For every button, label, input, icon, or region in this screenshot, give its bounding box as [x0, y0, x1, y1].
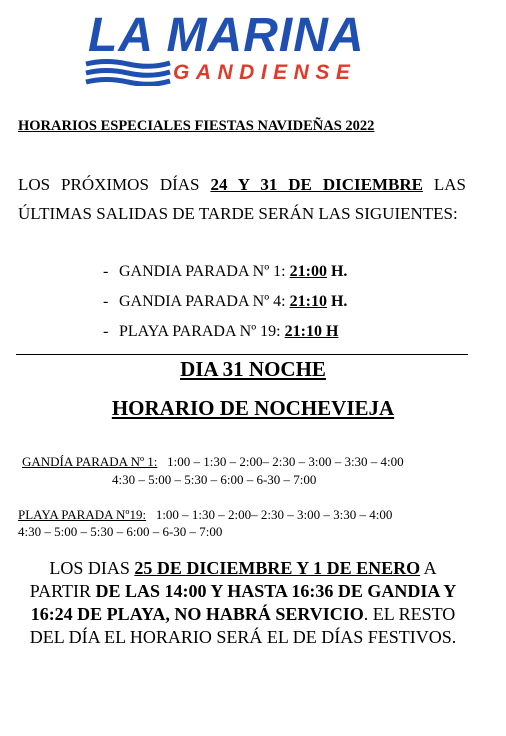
logo-subtitle: GANDIENSE [173, 61, 357, 84]
notice-dates: 25 DE DICIEMBRE Y 1 DE ENERO [134, 558, 421, 578]
list-item [103, 261, 347, 291]
stop-suffix: H. [326, 293, 348, 310]
stop-time: 21:10 H [284, 323, 339, 340]
list-item [103, 291, 347, 321]
bullet: - [103, 293, 109, 310]
schedule-gandia [22, 452, 404, 472]
stop-time: 21:00 [289, 263, 327, 280]
night-heading: DIA 31 NOCHE [180, 357, 326, 381]
notice-no-service: DE LAS 14:00 Y HASTA 16:36 DE GANDIA Y 16:24 DE PLAYA, NO HABRÁ SERVICIO [30, 581, 457, 624]
schedule-times: 4:30 – 5:00 – 5:30 – 6:00 – 6-30 – 7:00 [18, 524, 223, 539]
stop-label: GANDIA PARADA Nº 4: [119, 293, 290, 310]
stop-time: 21:10 [289, 293, 327, 310]
stop-suffix: H. [326, 263, 348, 280]
schedule-times: 1:00 – 1:30 – 2:00– 2:30 – 3:00 – 3:30 – 4:00 [155, 507, 393, 522]
intro-dates: 24 Y 31 DE DICIEMBRE [210, 175, 423, 194]
schedule-gandia-cont [112, 470, 316, 490]
intro-text-end: LAS ÚLTIMAS SALIDAS DE TARDE SERÁN LAS SIGUIENTES: [18, 175, 467, 223]
bullet: - [103, 323, 109, 340]
notice-text: . EL RESTO DEL DÍA EL HORARIO SERÁ EL DE DÍAS FESTIVOS. [29, 604, 457, 647]
stop-label: GANDIA PARADA Nº 1: [119, 263, 290, 280]
notice-text: LOS DIAS [49, 558, 135, 578]
intro-paragraph [18, 170, 466, 228]
logo-title: LA MARINA [88, 9, 365, 62]
divider [16, 354, 468, 355]
schedule-times: 4:30 – 5:00 – 5:30 – 6:00 – 6-30 – 7:00 [112, 472, 317, 487]
logo [84, 9, 424, 86]
bullet: - [103, 263, 109, 280]
schedule-stop-label: PLAYA PARADA Nº19: [18, 507, 147, 522]
stop-label: PLAYA PARADA Nº 19: [119, 323, 285, 340]
schedule-stop-label: GANDÍA PARADA Nº 1: [22, 454, 158, 469]
last-departures-list [103, 261, 347, 351]
notice-text: A PARTIR [29, 558, 437, 601]
list-item [103, 321, 347, 351]
schedule-playa-cont [18, 522, 222, 542]
nochevieja-heading: HORARIO DE NOCHEVIEJA [111, 396, 395, 420]
schedule-times: 1:00 – 1:30 – 2:00– 2:30 – 3:00 – 3:30 – 4:00 [167, 454, 404, 469]
holiday-notice [20, 557, 466, 649]
page-title: HORARIOS ESPECIALES FIESTAS NAVIDEÑAS 2022 [18, 118, 375, 134]
intro-text-start: LOS PRÓXIMOS DÍAS [18, 175, 211, 194]
